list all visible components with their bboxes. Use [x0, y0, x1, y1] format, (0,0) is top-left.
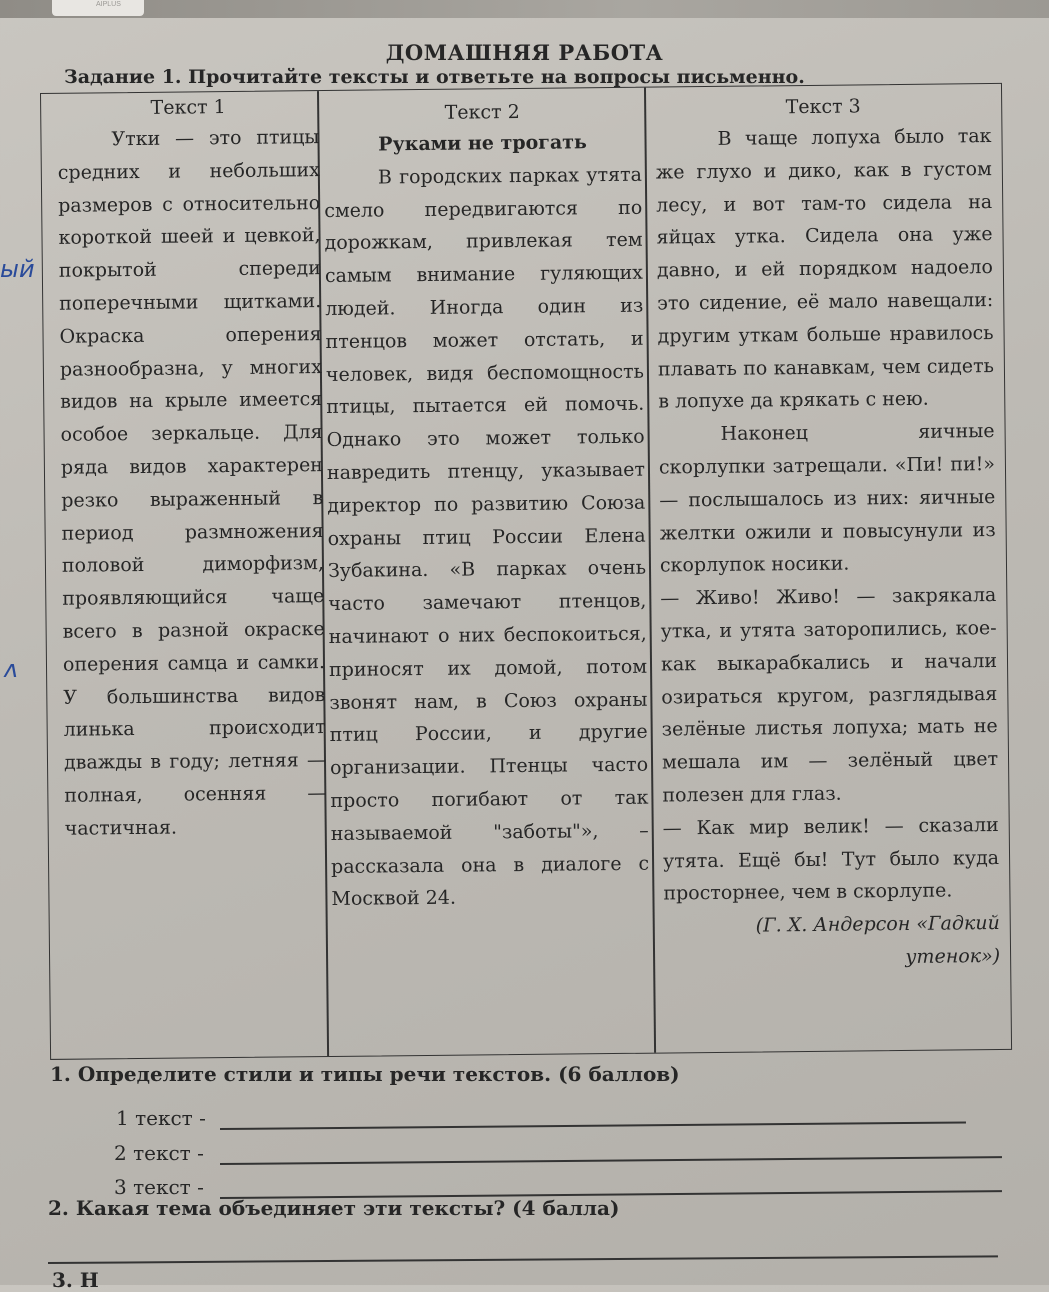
handwritten-mark-2: ʌ [4, 655, 19, 683]
text-3-paragraph-2: Наконец яичные скорлупки затрещали. «Пи! пи!» — послышалось из них: яичные желтки ожили и повысунули из скорлупок носики. [658, 420, 996, 577]
text-3-dialog-1: — Живо! Живо! — закрякала утка, и утята заторопились, кое-как выкарабкались и начали озираться кругом, разглядывая зелёные листья лопуха; мать не мешала им — зелёный цвет полезен для глаз. [660, 584, 999, 807]
text-2-paragraph: В городских парках утята смело передвигаются по дорожкам, привлекая тем самым внимание гуляющих людей. Иногда один из птенцов может отстать, и человек, видя беспомощность птицы, пытается ей помочь. Однако это может только навредить птенцу, указывает директор по развитию Союза охраны птиц России Елена Зубакина. «В парках очень часто замечают птенцов, начинают о них беспокоиться, приносят их домой, потом звонят нам, в Союз охраны птиц России, и другие организации. Птенцы часто просто погибают от так называемой "заботы"», – рассказала она в диалоге с Москвой 24. [324, 163, 650, 911]
text-3-heading: Текст 3 [785, 95, 861, 119]
question-3-partial: 3. Н [52, 1268, 99, 1292]
answer-1-line[interactable] [220, 1121, 966, 1129]
question-1: 1. Определите стили и типы речи текстов. (6 баллов) [50, 1062, 680, 1086]
text-1-heading: Текст 1 [150, 96, 226, 119]
text-3-paragraph-1: В чаще лопуха было так же глухо и дико, как в густом лесу, и вот там-то сидела на яйцах утка. Сидела она уже давно, и ей порядком надоело это сидение, её мало навещали: другим уткам больше нравилось плавать по канавкам, чем сидеть в лопухе да крякать с нею. [655, 125, 995, 413]
photo-top-edge [0, 0, 1049, 18]
page-title: ДОМАШНЯЯ РАБОТА [385, 40, 664, 65]
texts-table [40, 83, 1012, 1060]
question-2-answer-line[interactable] [48, 1255, 998, 1263]
text-1-paragraph: Утки — это птицы средних и небольших размеров с относительно короткой шеей и цевкой, покрытой спереди поперечными щитками. Окраска оперения разнообразна, у многих видов на крыле имеется особое зеркальце. Для ряда видов характерен резко выраженный в период размножения половой диморфизм, проявляющийся чаще всего в разной окраске оперения самца и самки. У большинства видов линька происходит дважды в году; летняя — полная, осенняя — частичная. [57, 126, 327, 840]
task-instruction: Задание 1. Прочитайте тексты и ответьте на вопросы письменно. [64, 66, 805, 88]
answer-2-label: 2 текст - [114, 1141, 204, 1165]
text-3-author: (Г. Х. Андерсон «Гадкий утенок») [755, 912, 1001, 968]
text-2-column [323, 88, 651, 1056]
text-2-subtitle: Руками не трогать [378, 131, 587, 156]
text-3-dialog-2: — Как мир велик! — сказали утята. Ещё бы! Тут было куда просторнее, чем в скорлупе. [662, 813, 1000, 905]
handwritten-mark-1: ый [0, 255, 35, 283]
answer-1-label: 1 текст - [116, 1106, 206, 1130]
text-2-heading: Текст 2 [444, 100, 520, 124]
answer-2-line[interactable] [220, 1156, 1002, 1164]
question-2: 2. Какая тема объединяет эти тексты? (4 балла) [48, 1196, 620, 1220]
publisher-logo: AIPLUS [52, 0, 144, 16]
text-1-column [57, 91, 329, 1059]
answer-3-label: 3 текст - [114, 1175, 204, 1199]
text-3-column [655, 84, 1001, 1052]
